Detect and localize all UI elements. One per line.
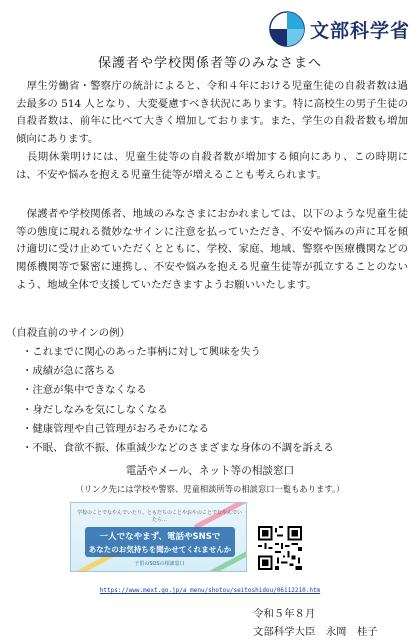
request-paragraph: 保護者や学校関係者、地域のみなさまにおかれましては、以下のような児童生徒等の態度に現れる微妙なサインに注意を払っていただき、不安や悩みの声に耳を傾け適切に受け止めていただくとともに、学校、家庭、地域、警察や医療機関などの関係機関等で緊密に連携し、不安や悩みを抱える児童生徒等が孤立することのないよう、地域全体で支援していただきますようお願いいたします。 — [16, 208, 408, 291]
logo-text: 文部科学省 — [309, 19, 410, 42]
page-title: 保護者や学校関係者等のみなさまへ — [97, 56, 322, 71]
banner-main-line1: 一人でなやまず、電話やSNSで — [99, 532, 221, 542]
consult-note: （リンク先には学校や警察、児童相談所等の相談窓口一覧もあります。） — [75, 484, 345, 494]
signs-list — [22, 343, 334, 458]
statistics-text: 厚生労働省・警察庁の統計によると、令和４年における児童生徒の自殺者数は過去最多の 514 人となり、大変憂慮すべき状況にあります。特に高校生の男子生徒の自殺者数は、前年に比べて大きく増加しております。また、学生の自殺者数も増加傾向にあります。 — [16, 80, 408, 146]
banner-main-line2: あなたのお気持ちを聞かせてくれませんか — [88, 545, 232, 554]
banner-subtext: 学校のことでなやんでいたり、ともだちのことやおやのことでなやんでいたら… — [77, 510, 243, 523]
sign-item: ・ これまでに関心のあった事柄に対して興味を失う — [22, 343, 334, 362]
sign-item: ・ 注意が集中できなくなる — [22, 381, 334, 400]
qr-code-icon[interactable] — [258, 526, 302, 570]
banner-footer: 子供のSOSの相談窓口 — [134, 561, 185, 567]
sign-item: ・ 身だしなみを気にしなくなる — [22, 401, 334, 420]
banner-message — [85, 527, 235, 557]
vacation-text: 長期休業明けには、児童生徒等の自殺者数が増加する傾向にあり、この時期には、不安や悩みを抱える児童生徒等が増えることも考えられます。 — [16, 150, 408, 181]
sos-consult-banner[interactable] — [70, 502, 247, 572]
sign-item: ・ 健康管理や自己管理がおろそかになる — [22, 420, 334, 439]
minister-signature: 文部科学大臣 永岡 桂子 — [253, 626, 378, 638]
sign-item: ・ 不眠、食欲不振、体重減少などのさまざまな身体の不調を訴える — [22, 439, 334, 458]
consult-title: 電話やメール、ネット等の相談窓口 — [125, 465, 295, 477]
intro-paragraph — [16, 78, 408, 184]
mext-logo-mark-icon — [268, 10, 306, 48]
signs-heading: （自殺直前のサインの例） — [6, 327, 130, 339]
consult-link[interactable]: https://www.mext.go.jp/a_menu/shotou/seitoshidou/06112210.htm — [99, 587, 321, 594]
sign-item: ・ 成績が急に落ちる — [22, 362, 334, 381]
issue-date: 令和５年８月 — [253, 608, 316, 620]
mext-logo — [268, 10, 410, 48]
